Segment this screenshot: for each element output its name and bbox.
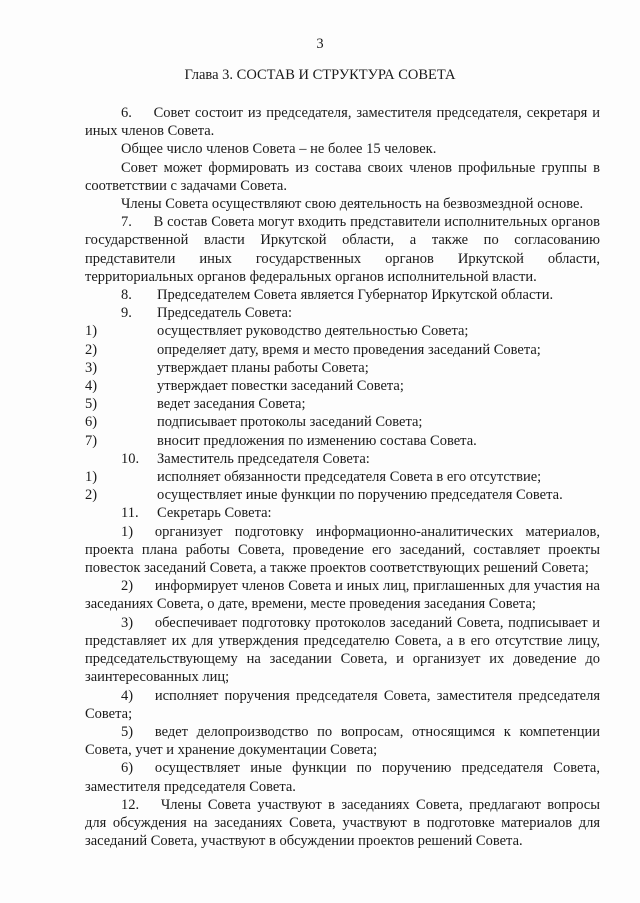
chairman-duty-item-text: определяет дату, время и место проведения заседаний Совета; — [157, 341, 541, 358]
paragraph-11-number: 11. — [121, 505, 139, 522]
chairman-duty-item — [85, 413, 600, 431]
paragraph-8-text: Председателем Совета является Губернатор Иркутской области. — [157, 287, 554, 304]
paragraph-10-text: Заместитель председателя Совета: — [157, 450, 370, 467]
secretary-duty-6: 6) осуществляет иные функции по поручению председателя Совета, заместителя председателя Совета. — [85, 760, 600, 795]
chairman-duties-list — [85, 322, 600, 449]
paragraph-9-text: Председатель Совета: — [157, 305, 292, 322]
secretary-duty-1: 1) организует подготовку информационно-аналитических материалов, проекта плана работы Совета, проведение его заседаний, составляет проекты повесток заседаний Совета, а также проектов соответствующих решений Совета; — [85, 523, 600, 577]
paragraph-12: 12. Члены Совета участвуют в заседаниях Совета, предлагают вопросы для обсуждения на заседаниях Совета, участвуют в подготовке материалов для заседаний Совета, участвуют в обсуждении проектов решений Совета. — [85, 796, 600, 850]
chairman-duty-item — [85, 432, 600, 450]
deputy-duties-list — [85, 468, 600, 504]
chapter-title: Глава 3. СОСТАВ И СТРУКТУРА СОВЕТА — [184, 67, 456, 83]
paragraph-6-members-count: Общее число членов Совета – не более 15 человек. — [121, 141, 437, 158]
paragraph-8 — [85, 286, 600, 304]
chairman-duty-item-number: 7) — [85, 432, 98, 449]
chairman-duty-item — [85, 322, 600, 340]
chairman-duty-item-number: 2) — [85, 341, 98, 358]
secretary-duty-5: 5) ведет делопроизводство по вопросам, относящимся к компетенции Совета, учет и хранение документации Совета; — [85, 723, 600, 759]
chairman-duty-item-text: ведет заседания Совета; — [157, 396, 306, 413]
chairman-duty-item-text: подписывает протоколы заседаний Совета; — [157, 414, 423, 431]
secretary-duty-4: 4) исполняет поручения председателя Совета, заместителя председателя Совета; — [85, 687, 600, 722]
secretary-duty-3: 3) обеспечивает подготовку протоколов заседаний Совета, подписывает и представляет их для утверждения председателю Совета, а в его отсутствие лицу, председательствующему на заседании Совета, и организует их доведение до заинтересованных лиц; — [85, 614, 600, 686]
paragraph-6-groups: Совет может формировать из состава своих членов профильные группы в соответствии с задачами Совета. — [85, 159, 600, 194]
chairman-duty-item — [85, 395, 600, 413]
chairman-duty-item-number: 3) — [85, 359, 98, 376]
chairman-duty-item — [85, 359, 600, 377]
deputy-duty-item — [85, 468, 600, 486]
chairman-duty-item-text: осуществляет руководство деятельностью Совета; — [157, 323, 469, 340]
chairman-duty-item-number: 4) — [85, 378, 98, 395]
chairman-duty-item-number: 6) — [85, 414, 98, 431]
paragraph-6: 6. Совет состоит из председателя, заместителя председателя, секретаря и иных членов Совета. — [85, 105, 600, 140]
paragraph-7: 7. В состав Совета могут входить представители исполнительных органов государственной власти Иркутской области, а также по согласованию представители иных государственных органов Иркутской области, территориальных органов федеральных органов исполнительной власти. — [85, 214, 600, 285]
deputy-duty-item-number: 2) — [85, 487, 98, 504]
chairman-duty-item-number: 5) — [85, 396, 98, 413]
page-number: 3 — [316, 36, 324, 52]
paragraph-9 — [85, 304, 600, 322]
paragraph-10-number: 10. — [121, 450, 140, 467]
deputy-duty-item — [85, 486, 600, 504]
chairman-duty-item — [85, 341, 600, 359]
chairman-duty-item-number: 1) — [85, 323, 98, 340]
deputy-duty-item-text: исполняет обязанности председателя Совета в его отсутствие; — [157, 469, 542, 486]
chairman-duty-item-text: утверждает повестки заседаний Совета; — [157, 378, 404, 395]
chairman-duty-item — [85, 377, 600, 395]
chairman-duty-item-text: вносит предложения по изменению состава Совета. — [157, 432, 477, 449]
chairman-duty-item-text: утверждает планы работы Совета; — [157, 359, 369, 376]
paragraph-9-number: 9. — [121, 305, 132, 322]
paragraph-6-unpaid: Члены Совета осуществляют свою деятельность на безвозмездной основе. — [121, 196, 584, 213]
paragraph-8-number: 8. — [121, 287, 132, 304]
deputy-duty-item-text: осуществляет иные функции по поручению председателя Совета. — [157, 487, 563, 504]
paragraph-11 — [85, 504, 600, 522]
paragraph-10 — [85, 450, 600, 468]
deputy-duty-item-number: 1) — [85, 469, 98, 486]
paragraph-11-text: Секретарь Совета: — [157, 505, 272, 522]
chapter-body — [85, 104, 600, 850]
secretary-duty-2: 2) информирует членов Совета и иных лиц, приглашенных для участия на заседаниях Совета, о дате, времени, месте проведения заседания Совета; — [85, 578, 600, 613]
